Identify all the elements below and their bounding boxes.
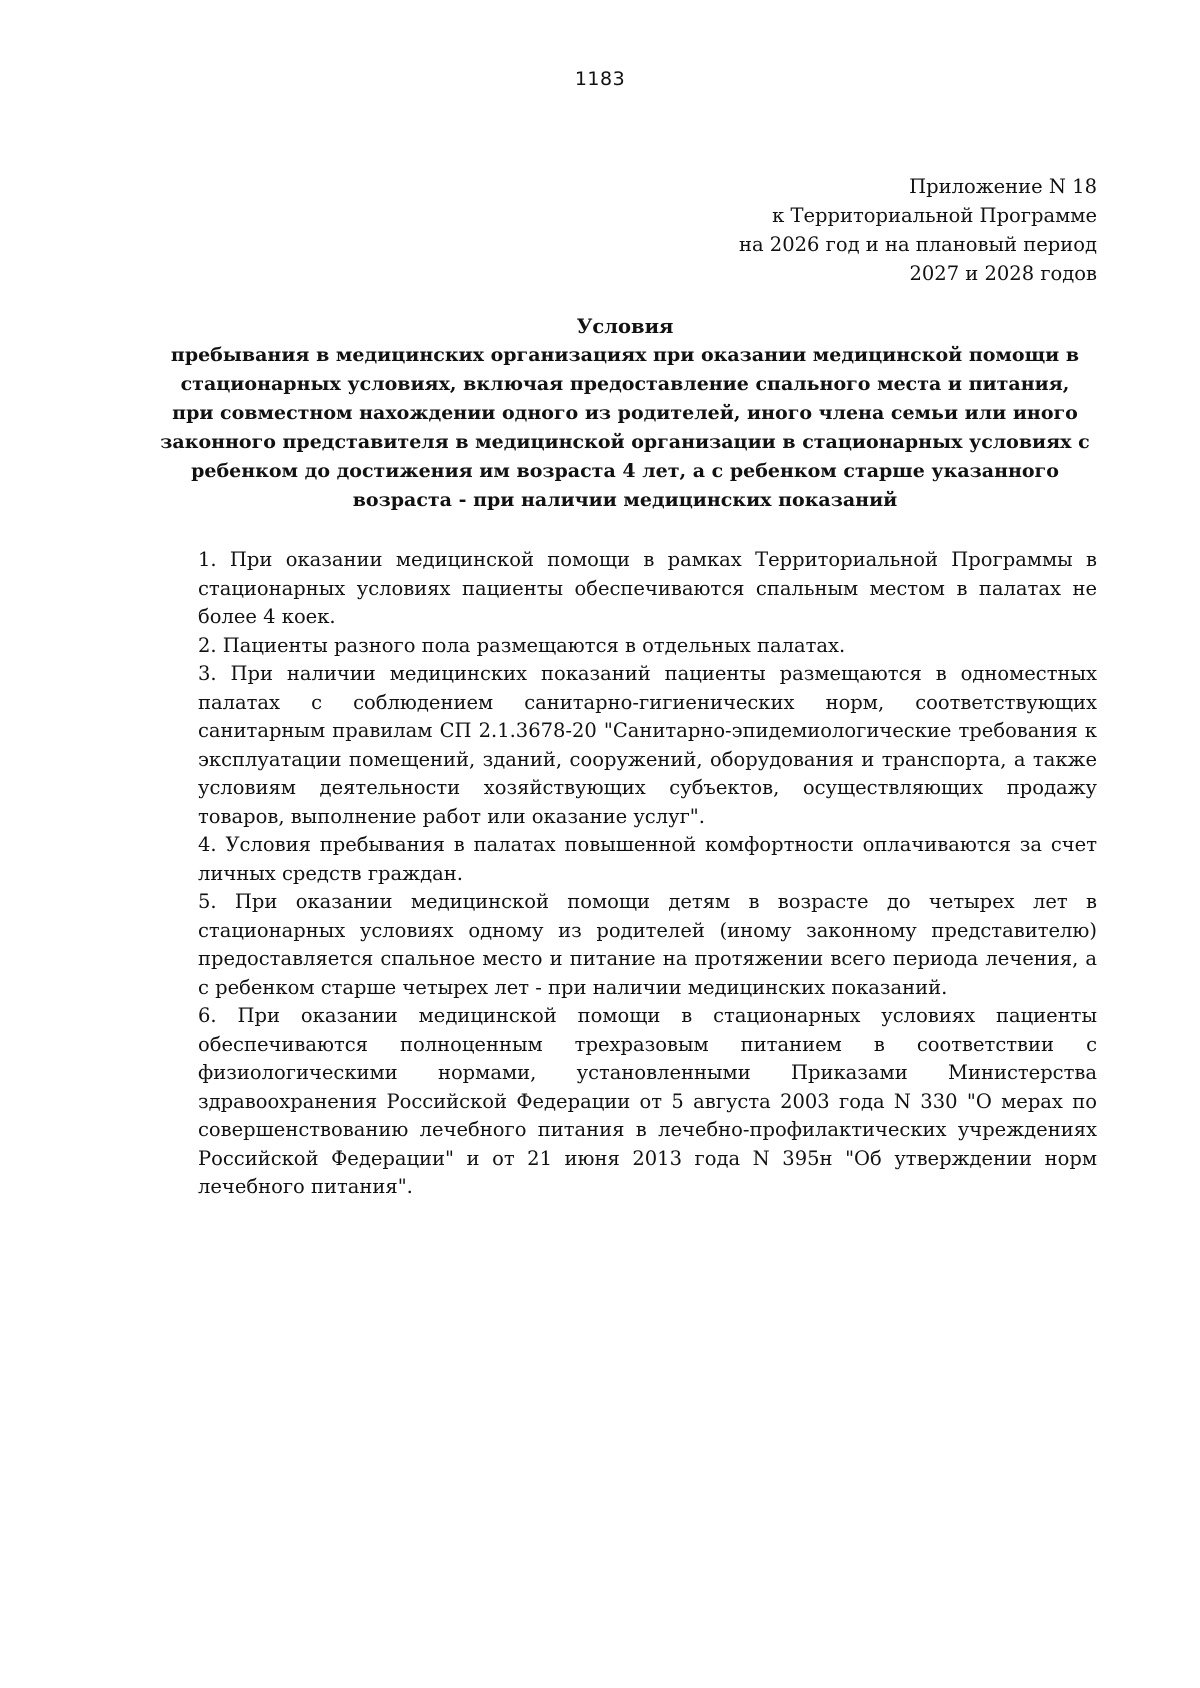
title-subtitle: пребывания в медицинских организациях при оказании медицинской помощи в стационарных условиях, включая предоставление спального места и питания, при совместном нахождении одного из родителей, иного члена семьи или иного законного представителя в медицинской организации в стационарных условиях с ребенком до достижения им возраста 4 лет, а с ребенком старше указанного возраста - при наличии медицинских показаний [160,344,1090,511]
paragraph-4: 4. Условия пребывания в палатах повышенной комфортности оплачиваются за счет личных средств граждан. [198,833,1097,885]
appendix-line: к Территориальной Программе [772,204,1097,227]
paragraph-2: 2. Пациенты разного пола размещаются в отдельных палатах. [198,633,846,657]
document-title [160,312,1090,515]
paragraph-6: 6. При оказании медицинской помощи в стационарных условиях пациенты обеспечиваются полноценным трехразовым питанием в соответствии с физиологическими нормами, установленными Приказами Министерства здравоохранения Российской Федерации от 5 августа 2003 года N 330 "О мерах по совершенствованию лечебного питания в лечебно-профилактических учреждениях Российской Федерации" и от 21 июня 2013 года N 395н "Об утверждении норм лечебного питания". [198,1004,1097,1198]
appendix-line: Приложение N 18 [909,175,1097,198]
title-heading: Условия [576,315,674,338]
page-number: 1183 [574,68,626,90]
appendix-header [597,172,1097,288]
paragraph-3: 3. При наличии медицинских показаний пациенты размещаются в одноместных палатах с соблюдением санитарно-гигиенических норм, соответствующих санитарным правилам СП 2.1.3678-20 "Санитарно-эпидемиологические требования к эксплуатации помещений, зданий, сооружений, оборудования и транспорта, а также условиям деятельности хозяйствующих субъектов, осуществляющих продажу товаров, выполнение работ или оказание услуг". [198,662,1097,828]
appendix-line: 2027 и 2028 годов [909,262,1097,285]
paragraph-5: 5. При оказании медицинской помощи детям в возрасте до четырех лет в стационарных условиях одному из родителей (иному законному представителю) предоставляется спальное место и питание на протяжении всего периода лечения, а с ребенком старше четырех лет - при наличии медицинских показаний. [198,890,1097,999]
document-body [198,546,1097,1202]
appendix-line: на 2026 год и на плановый период [738,233,1097,256]
paragraph-1: 1. При оказании медицинской помощи в рамках Территориальной Программы в стационарных условиях пациенты обеспечиваются спальным местом в палатах не более 4 коек. [198,548,1097,628]
